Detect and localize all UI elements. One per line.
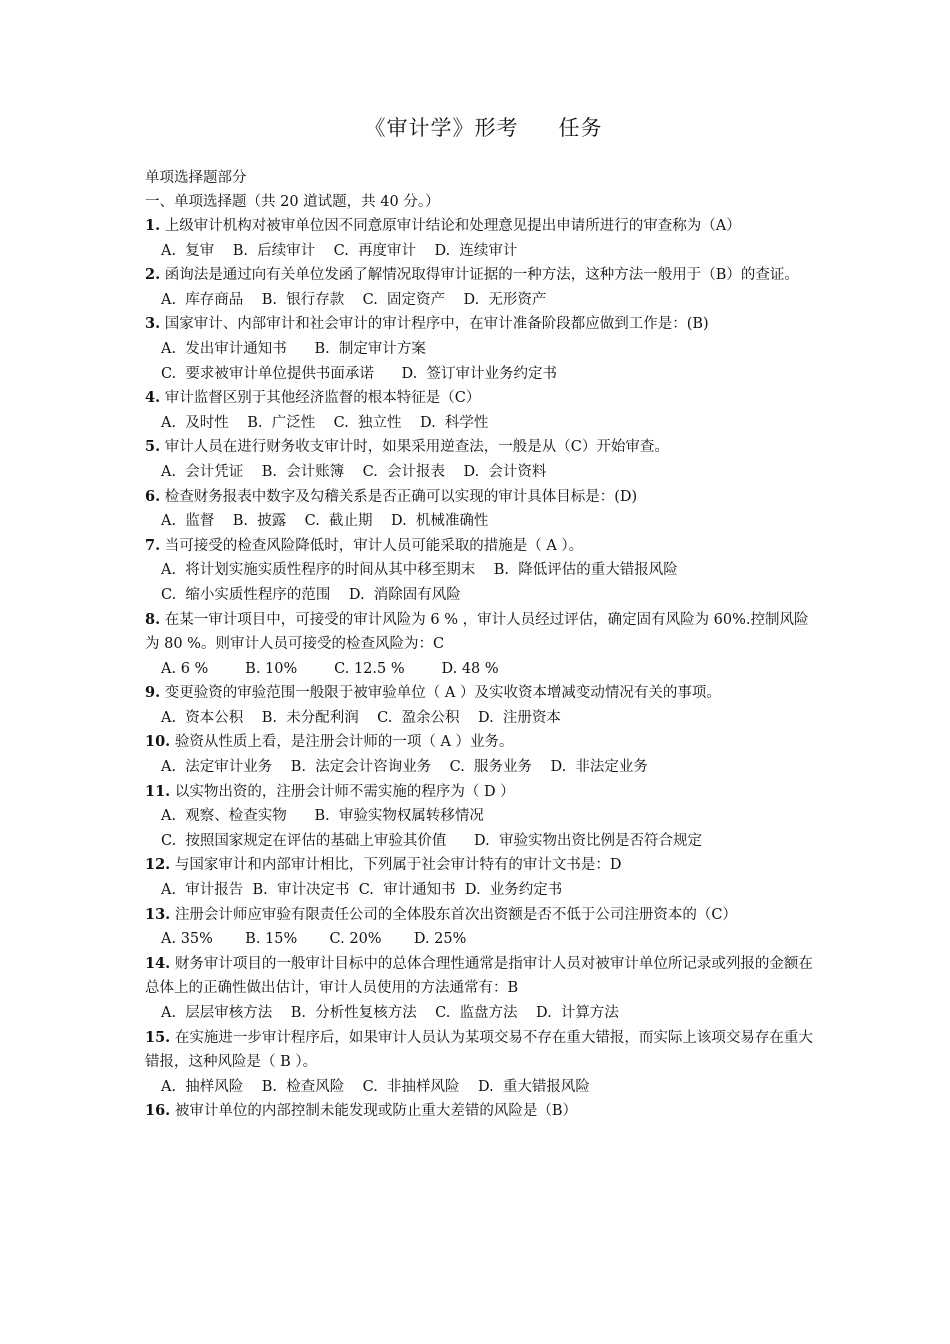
answer-options: A. 复审 B. 后续审计 C. 再度审计 D. 连续审计 bbox=[161, 242, 518, 259]
question-number: 1. bbox=[145, 217, 161, 234]
section-heading: 一、单项选择题（共 20 道试题，共 40 分。） bbox=[145, 194, 440, 210]
question-text: 函询法是通过向有关单位发函了解情况取得审计证据的一种方法，这种方法一般用于（B）的查证。 bbox=[164, 267, 799, 284]
question-text: 注册会计师应审验有限责任公司的全体股东首次出资额是否不低于公司注册资本的（C） bbox=[174, 906, 737, 923]
question-text: 在某一审计项目中，可接受的审计风险为 6 % ，审计人员经过评估，确定固有风险为 60%.控制风险为 80 %。则审计人员可接受的检查风险为：C bbox=[145, 611, 809, 653]
question-list bbox=[145, 214, 822, 1124]
question-number: 4. bbox=[145, 389, 161, 407]
question-item bbox=[145, 534, 822, 608]
question-text: 以实物出资的，注册会计师不需实施的程序为（ D ） bbox=[174, 783, 515, 800]
answer-options: A. 观察、检查实物 B. 审验实物权属转移情况 bbox=[161, 808, 484, 825]
question-stem bbox=[145, 1026, 822, 1075]
question-text: 审计监督区别于其他经济监督的根本特征是（C） bbox=[164, 390, 481, 407]
question-item bbox=[145, 730, 822, 779]
question-item bbox=[145, 1026, 822, 1100]
question-text: 当可接受的检查风险降低时，审计人员可能采取的措施是（ A ）。 bbox=[164, 537, 584, 554]
question-number: 16. bbox=[145, 1102, 171, 1120]
question-stem bbox=[145, 780, 822, 805]
answer-options: A. 资本公积 B. 未分配利润 C. 盈余公积 D. 注册资本 bbox=[161, 709, 561, 726]
title-main: 《审计学》形考 bbox=[364, 116, 519, 140]
answer-options: A. 及时性 B. 广泛性 C. 独立性 D. 科学性 bbox=[161, 414, 489, 431]
question-text: 检查财务报表中数字及勾稽关系是否正确可以实现的审计具体目标是：(D) bbox=[164, 488, 638, 505]
answer-options: A. 层层审核方法 B. 分析性复核方法 C. 监盘方法 D. 计算方法 bbox=[161, 1005, 619, 1021]
question-text: 审计人员在进行财务收支审计时，如果采用逆查法，一般是从（C）开始审查。 bbox=[164, 439, 669, 456]
question-stem bbox=[145, 952, 822, 1001]
question-number: 12. bbox=[145, 856, 171, 874]
answer-options: C. 要求被审计单位提供书面承诺 D. 签订审计业务约定书 bbox=[161, 365, 557, 382]
answer-options: A. 会计凭证 B. 会计账簿 C. 会计报表 D. 会计资料 bbox=[161, 463, 547, 480]
question-number: 14. bbox=[145, 954, 171, 972]
question-text: 上级审计机构对被审单位因不同意原审计结论和处理意见提出申请所进行的审查称为（A） bbox=[164, 218, 741, 234]
answer-options: A. 将计划实施实质性程序的时间从其中移至期末 B. 降低评估的重大错报风险 bbox=[161, 562, 678, 579]
question-stem bbox=[145, 263, 822, 288]
question-stem bbox=[145, 730, 822, 755]
question-item bbox=[145, 903, 822, 952]
question-text: 在实施进一步审计程序后，如果审计人员认为某项交易不存在重大错报，而实际上该项交易存在重大错报，这种风险是（ B ）。 bbox=[145, 1029, 813, 1071]
question-number: 15. bbox=[145, 1028, 171, 1046]
question-item bbox=[145, 952, 822, 1026]
answer-options: A. 抽样风险 B. 检查风险 C. 非抽样风险 D. 重大错报风险 bbox=[161, 1078, 590, 1095]
question-stem bbox=[145, 903, 822, 928]
question-item bbox=[145, 263, 822, 312]
question-text: 财务审计项目的一般审计目标中的总体合理性通常是指审计人员对被审计单位所记录或列报的金额在总体上的正确性做出估计，审计人员使用的方法通常有：B bbox=[145, 955, 813, 997]
question-stem bbox=[145, 214, 822, 239]
answer-options: C. 按照国家规定在评估的基础上审验其价值 D. 审验实物出资比例是否符合规定 bbox=[161, 832, 702, 849]
question-text: 被审计单位的内部控制未能发现或防止重大差错的风险是（B） bbox=[174, 1103, 577, 1120]
question-number: 8. bbox=[145, 610, 161, 628]
title-suffix: 任务 bbox=[558, 116, 603, 140]
question-number: 2. bbox=[145, 266, 161, 284]
question-stem bbox=[145, 435, 822, 460]
answer-options: C. 缩小实质性程序的范围 D. 消除固有风险 bbox=[161, 586, 461, 603]
answer-options: A. 6 % B. 10% C. 12.5 % D. 48 % bbox=[161, 660, 499, 677]
question-stem bbox=[145, 681, 822, 706]
section-label: 单项选择题部分 bbox=[145, 170, 247, 186]
answer-options: A. 审计报告 B. 审计决定书 C. 审计通知书 D. 业务约定书 bbox=[161, 882, 563, 899]
question-number: 10. bbox=[145, 733, 171, 751]
question-stem bbox=[145, 386, 822, 411]
question-item bbox=[145, 435, 822, 484]
question-item bbox=[145, 386, 822, 435]
question-text: 变更验资的审验范围一般限于被审验单位（ A ）及实收资本增减变动情况有关的事项。 bbox=[164, 685, 721, 702]
question-item bbox=[145, 681, 822, 730]
question-item bbox=[145, 608, 822, 682]
question-item bbox=[145, 312, 822, 386]
question-number: 9. bbox=[145, 684, 161, 702]
question-item bbox=[145, 780, 822, 854]
question-stem bbox=[145, 485, 822, 510]
question-item bbox=[145, 214, 822, 263]
question-item bbox=[145, 1099, 822, 1124]
question-item bbox=[145, 853, 822, 902]
question-number: 6. bbox=[145, 487, 161, 505]
question-number: 13. bbox=[145, 905, 171, 923]
question-text: 验资从性质上看，是注册会计师的一项（ A ）业务。 bbox=[174, 734, 514, 751]
question-stem bbox=[145, 608, 822, 657]
question-stem bbox=[145, 1099, 822, 1124]
answer-options: A. 法定审计业务 B. 法定会计咨询业务 C. 服务业务 D. 非法定业务 bbox=[161, 759, 648, 776]
question-number: 5. bbox=[145, 438, 161, 456]
answer-options: A. 库存商品 B. 银行存款 C. 固定资产 D. 无形资产 bbox=[161, 291, 547, 308]
question-item bbox=[145, 485, 822, 534]
answer-options: A. 35% B. 15% C. 20% D. 25% bbox=[161, 931, 467, 948]
page-title bbox=[145, 112, 822, 142]
question-number: 7. bbox=[145, 536, 161, 554]
answer-options: A. 监督 B. 披露 C. 截止期 D. 机械准确性 bbox=[161, 513, 489, 530]
question-number: 3. bbox=[145, 315, 161, 333]
question-stem bbox=[145, 853, 822, 878]
question-number: 11. bbox=[145, 782, 171, 800]
question-text: 国家审计、内部审计和社会审计的审计程序中，在审计准备阶段都应做到工作是：(B) bbox=[164, 316, 709, 333]
answer-options: A. 发出审计通知书 B. 制定审计方案 bbox=[161, 340, 426, 357]
question-text: 与国家审计和内部审计相比，下列属于社会审计特有的审计文书是：D bbox=[174, 857, 622, 874]
question-stem bbox=[145, 534, 822, 559]
question-stem bbox=[145, 312, 822, 337]
